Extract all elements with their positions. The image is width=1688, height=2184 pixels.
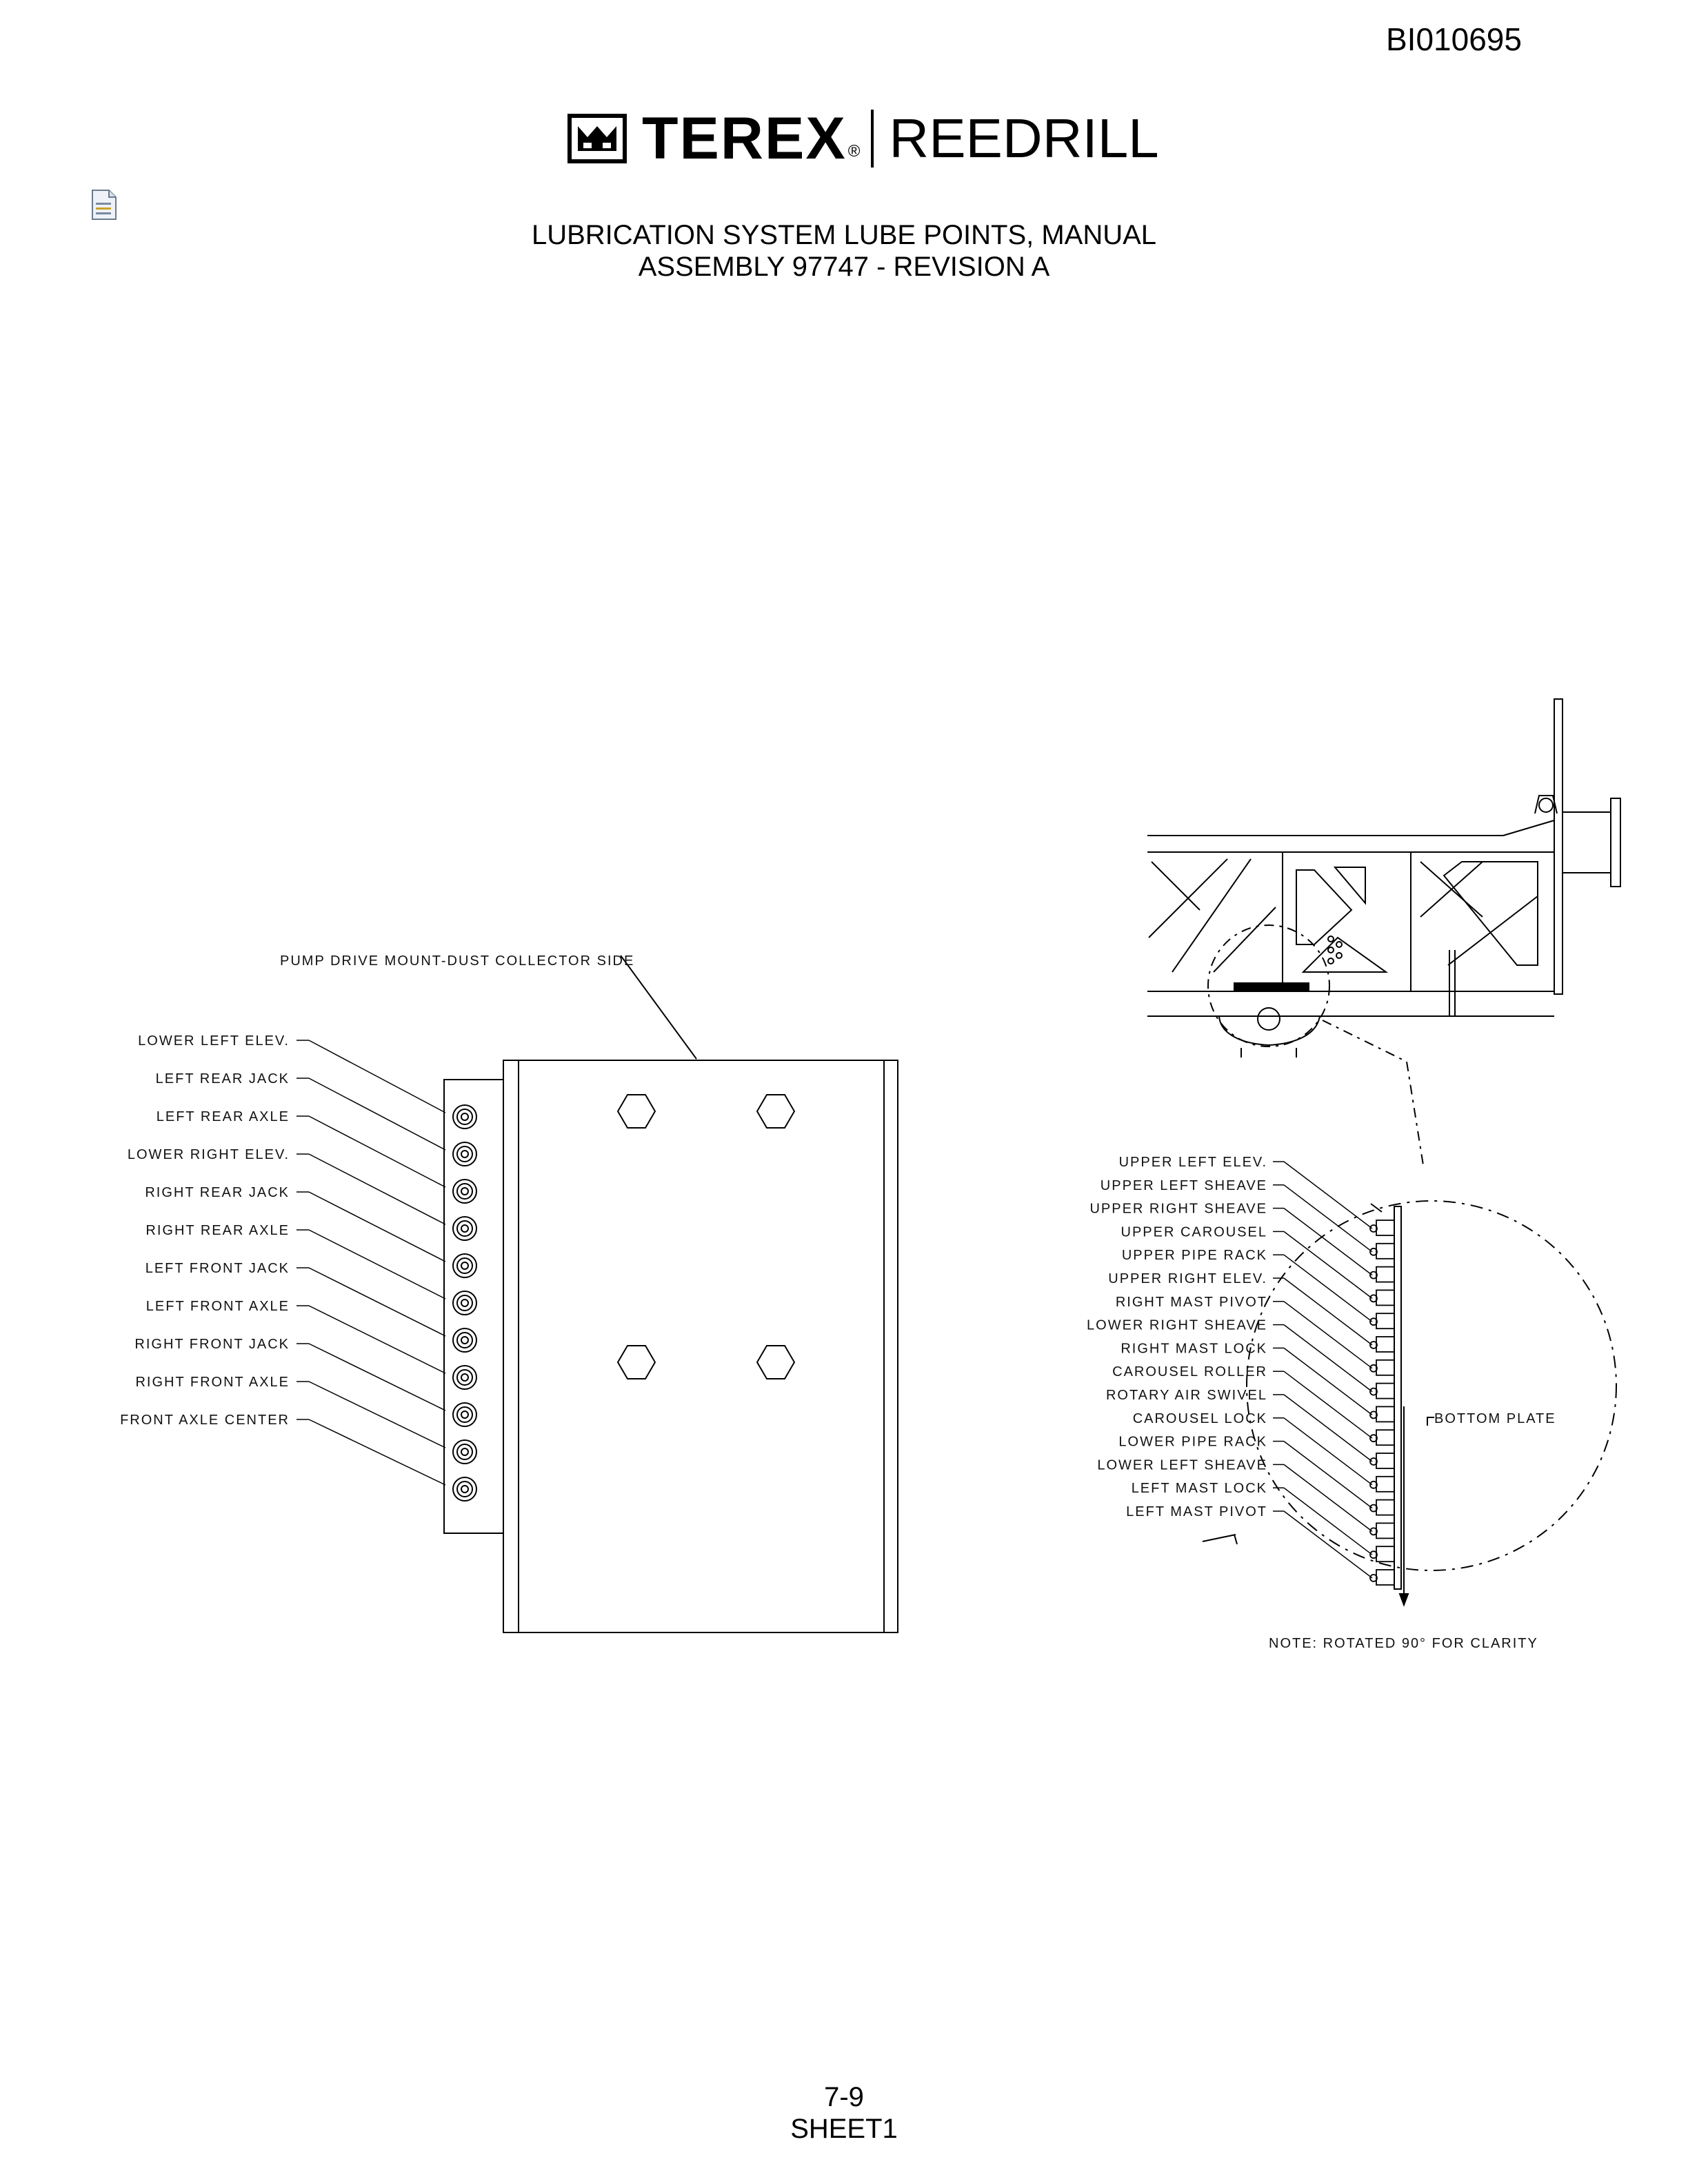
left-label-group	[120, 1033, 445, 1485]
right-lube-label: LOWER RIGHT SHEAVE	[1087, 1317, 1267, 1333]
pivot-pin	[1258, 1008, 1280, 1030]
grease-fitting-icon	[453, 1366, 476, 1389]
left-leader-line	[309, 1192, 445, 1262]
right-lube-label: LEFT MAST PIVOT	[1126, 1504, 1267, 1519]
right-lube-label: UPPER PIPE RACK	[1121, 1248, 1267, 1264]
grease-fitting-icon	[1370, 1406, 1394, 1422]
right-fitting-group	[1370, 1220, 1394, 1585]
right-lube-label: UPPER LEFT ELEV.	[1118, 1155, 1267, 1170]
grease-fitting-icon	[453, 1477, 476, 1501]
document-id: BI010695	[1386, 21, 1522, 57]
right-lube-label: RIGHT MAST PIVOT	[1115, 1294, 1267, 1310]
left-fitting-group	[453, 1105, 476, 1501]
page-number: 7-9	[824, 2082, 864, 2112]
bolt-hex-icon	[618, 1095, 794, 1379]
left-lube-label: LEFT REAR AXLE	[156, 1109, 290, 1124]
left-leader-line	[309, 1382, 445, 1448]
left-lube-label: LEFT FRONT JACK	[145, 1261, 290, 1276]
left-lube-label: RIGHT REAR AXLE	[145, 1223, 290, 1238]
left-lube-label: LEFT REAR JACK	[155, 1071, 290, 1086]
right-lube-label: UPPER CAROUSEL	[1121, 1224, 1267, 1240]
grease-fitting-icon	[1370, 1220, 1394, 1235]
grease-fitting-icon	[1370, 1523, 1394, 1538]
pump-drive-mount-view	[444, 956, 898, 1632]
right-lube-label: LEFT MAST LOCK	[1131, 1481, 1267, 1497]
grease-fitting-icon	[1370, 1360, 1394, 1375]
grease-fitting-icon	[1370, 1453, 1394, 1468]
page-title: LUBRICATION SYSTEM LUBE POINTS, MANUAL	[531, 220, 1157, 250]
left-lube-label: LEFT FRONT AXLE	[145, 1299, 290, 1314]
grease-fitting-icon	[1370, 1430, 1394, 1445]
grease-fitting-icon	[1370, 1290, 1394, 1305]
logo-registered-mark: ®	[847, 142, 861, 161]
right-lube-label: UPPER RIGHT SHEAVE	[1089, 1201, 1267, 1217]
left-lube-label: RIGHT FRONT JACK	[134, 1337, 290, 1352]
grease-fitting-icon	[453, 1254, 476, 1277]
pump-drive-callout: PUMP DRIVE MOUNT-DUST COLLECTOR SIDE	[280, 953, 635, 969]
sheet-label: SHEET1	[790, 2114, 898, 2144]
grease-fitting-icon	[1370, 1570, 1394, 1585]
left-lube-label: RIGHT REAR JACK	[145, 1185, 290, 1200]
bottom-plate-bar	[1394, 1206, 1401, 1589]
page-subtitle: ASSEMBLY 97747 - REVISION A	[638, 252, 1050, 282]
left-leader-line	[309, 1230, 445, 1299]
mount-plate	[503, 1060, 898, 1632]
grease-fitting-icon	[453, 1217, 476, 1240]
grease-fitting-icon	[453, 1440, 476, 1464]
grease-fitting-icon	[1370, 1267, 1394, 1282]
grease-fitting-icon	[1370, 1337, 1394, 1352]
right-lube-label: LOWER LEFT SHEAVE	[1097, 1457, 1267, 1473]
grease-fitting-icon	[453, 1328, 476, 1352]
right-lube-label: UPPER LEFT SHEAVE	[1100, 1177, 1267, 1193]
grease-fitting-icon	[453, 1291, 476, 1315]
grease-fitting-icon	[453, 1403, 476, 1426]
rotation-note: NOTE: ROTATED 90° FOR CLARITY	[1269, 1636, 1538, 1651]
bottom-plate-label: BOTTOM PLATE	[1434, 1411, 1556, 1426]
grease-fitting-icon	[1370, 1477, 1394, 1492]
left-lube-label: LOWER RIGHT ELEV.	[127, 1147, 290, 1162]
grease-fitting-icon	[453, 1142, 476, 1166]
grease-fitting-icon	[453, 1180, 476, 1203]
grease-fitting-icon	[453, 1105, 476, 1129]
right-lube-label: UPPER RIGHT ELEV.	[1108, 1271, 1267, 1286]
right-lube-label: CAROUSEL LOCK	[1132, 1410, 1267, 1426]
left-leader-line	[309, 1268, 445, 1336]
left-leader-line	[309, 1344, 445, 1410]
left-lube-label: FRONT AXLE CENTER	[120, 1413, 290, 1428]
logo-subbrand: REEDRILL	[889, 108, 1159, 169]
right-lube-label: ROTARY AIR SWIVEL	[1105, 1388, 1267, 1403]
left-leader-line	[309, 1306, 445, 1373]
right-lube-label: CAROUSEL ROLLER	[1112, 1364, 1267, 1380]
left-lube-label: LOWER LEFT ELEV.	[138, 1033, 290, 1049]
left-leader-line	[309, 1154, 445, 1224]
grease-fitting-icon	[1370, 1313, 1394, 1328]
logo-brand: TEREX	[642, 105, 847, 172]
grease-fitting-icon	[1370, 1546, 1394, 1561]
left-leader-line	[309, 1116, 445, 1187]
left-lube-label: RIGHT FRONT AXLE	[135, 1375, 290, 1390]
grease-fitting-icon	[1370, 1384, 1394, 1399]
grease-fitting-icon	[1370, 1500, 1394, 1515]
detail-leader	[1323, 1020, 1423, 1165]
left-leader-line	[309, 1419, 445, 1485]
grease-fitting-icon	[1370, 1244, 1394, 1259]
right-lube-label: RIGHT MAST LOCK	[1121, 1341, 1267, 1357]
left-leader-line	[309, 1078, 445, 1150]
left-leader-line	[309, 1040, 445, 1113]
right-label-group	[1087, 1155, 1372, 1578]
callout-leader	[625, 961, 696, 1059]
right-lube-label: LOWER PIPE RACK	[1118, 1434, 1267, 1450]
